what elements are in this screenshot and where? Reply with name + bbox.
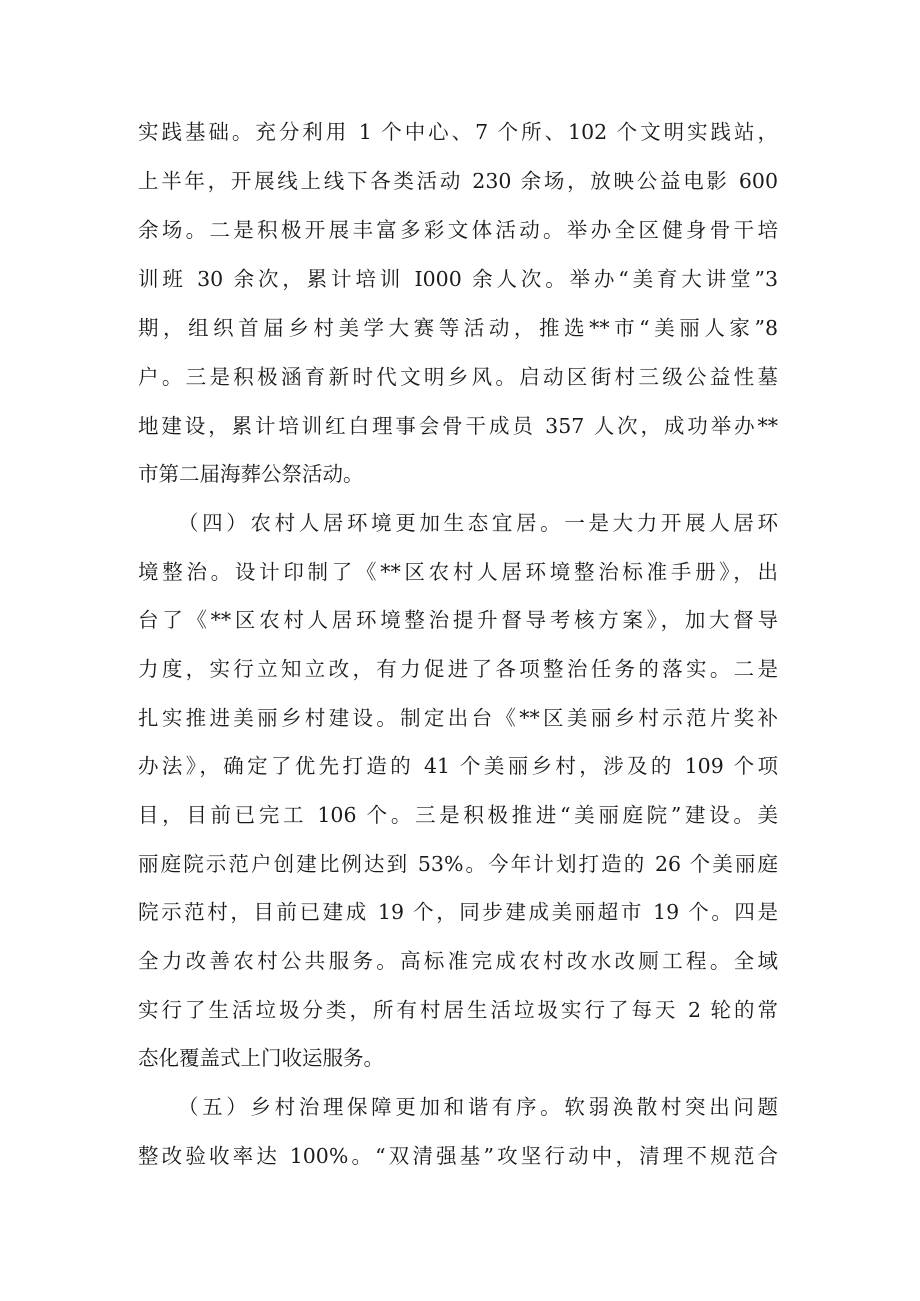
text-line: 境整治。设计印制了《**区农村人居环境整治标准手册》，出: [138, 560, 778, 584]
text-line: 户。三是积极涵育新时代文明乡风。启动区街村三级公益性墓: [138, 365, 778, 389]
text-line: 地建设，累计培训红白理事会骨干成员 357 人次，成功举办**: [138, 414, 778, 438]
text-line: 态化覆盖式上门收运服务。: [138, 1046, 384, 1070]
text-line: 院示范村，目前已建成 19 个，同步建成美丽超市 19 个。四是: [138, 900, 778, 924]
text-line: 力度，实行立知立改，有力促进了各项整治任务的落实。二是: [138, 657, 778, 681]
text-line: 实践基础。充分利用 1 个中心、7 个所、102 个文明实践站，: [138, 120, 778, 144]
text-line: 办法》，确定了优先打造的 41 个美丽乡村，涉及的 109 个项: [138, 754, 778, 778]
text-line: 实行了生活垃圾分类，所有村居生活垃圾实行了每天 2 轮的常: [138, 998, 778, 1022]
paragraph-heading-line: （五）乡村治理保障更加和谐有序。软弱涣散村突出问题: [178, 1095, 778, 1119]
text-line: 余场。二是积极开展丰富多彩文体活动。举办全区健身骨干培: [138, 218, 778, 242]
text-line: 市第二届海葬公祭活动。: [138, 462, 364, 486]
text-line: 丽庭院示范户创建比例达到 53%。今年计划打造的 26 个美丽庭: [138, 852, 778, 876]
text-line: 整改验收率达 100%。“双清强基”攻坚行动中，清理不规范合: [138, 1144, 778, 1168]
text-line: 训班 30 余次，累计培训 I000 余人次。举办“美育大讲堂”3: [138, 267, 778, 291]
text-line: 扎实推进美丽乡村建设。制定出台《**区美丽乡村示范片奖补: [138, 706, 778, 730]
text-line: 台了《**区农村人居环境整治提升督导考核方案》，加大督导: [138, 608, 778, 632]
text-line: 期，组织首届乡村美学大赛等活动，推选**市“美丽人家”8: [138, 316, 778, 340]
paragraph-heading-line: （四）农村人居环境更加生态宜居。一是大力开展人居环: [178, 511, 778, 535]
text-line: 目，目前已完工 106 个。三是积极推进“美丽庭院”建设。美: [138, 803, 778, 827]
text-line: 全力改善农村公共服务。高标准完成农村改水改厕工程。全域: [138, 949, 778, 973]
text-line: 上半年，开展线上线下各类活动 230 余场，放映公益电影 600: [138, 169, 778, 193]
